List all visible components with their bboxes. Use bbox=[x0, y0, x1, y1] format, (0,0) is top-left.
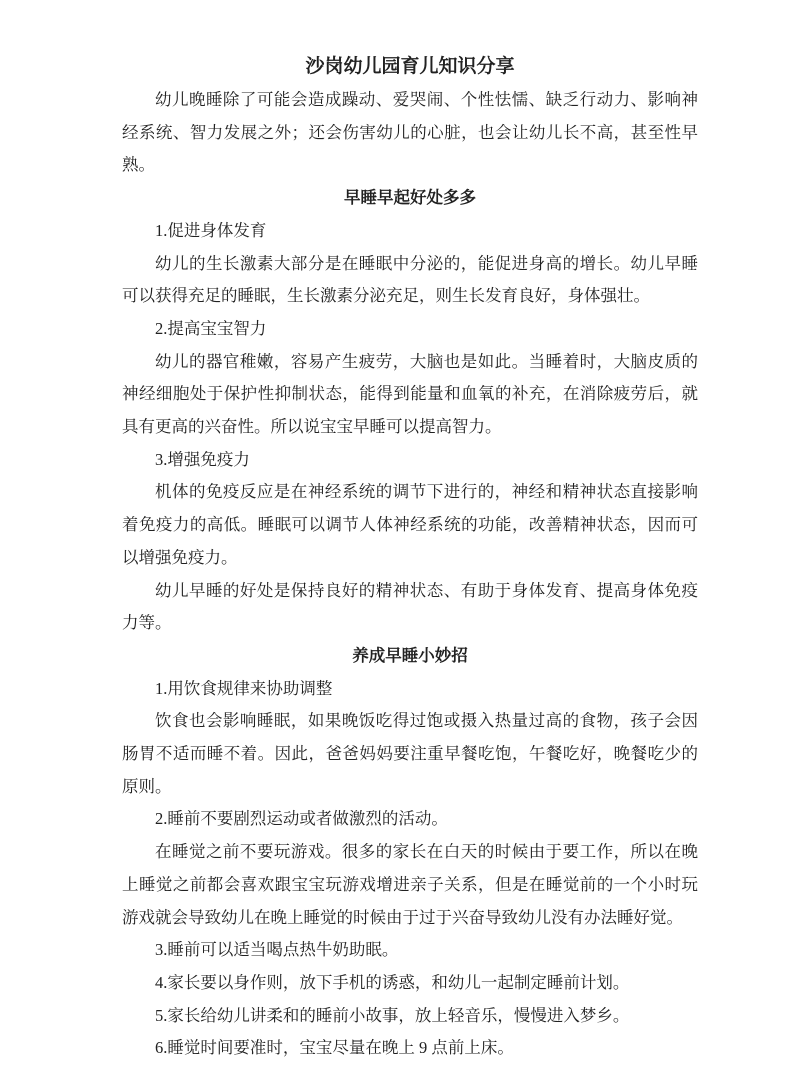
benefit-item-1: 1.促进身体发育 bbox=[155, 220, 267, 240]
benefit-item-2: 2.提高宝宝智力 bbox=[155, 318, 267, 338]
tip-paragraph-diet: 饮食也会影响睡眠，如果晚饭吃得过饱或摄入热量过高的食物，孩子会因肠胃不适而睡不着。因此，爸爸妈妈要注重早餐吃饱，午餐吃好，晚餐吃少的原则。 bbox=[122, 711, 698, 796]
tip-item-6: 6.睡觉时间要准时，宝宝尽量在晚上 9 点前上床。 bbox=[155, 1038, 514, 1058]
section-heading-benefits: 早睡早起好处多多 bbox=[344, 188, 476, 208]
tip-item-1: 1.用饮食规律来协助调整 bbox=[155, 678, 333, 698]
section-heading-tips: 养成早睡小妙招 bbox=[352, 645, 468, 665]
intro-paragraph: 幼儿晚睡除了可能会造成躁动、爱哭闹、个性怯懦、缺乏行动力、影响神经系统、智力发展之外；还会伤害幼儿的心脏，也会让幼儿长不高，甚至性早熟。 bbox=[122, 90, 698, 175]
benefit-paragraph-intelligence: 幼儿的器官稚嫩，容易产生疲劳，大脑也是如此。当睡着时，大脑皮质的神经细胞处于保护性抑制状态，能得到能量和血氧的补充，在消除疲劳后，就具有更高的兴奋性。所以说宝宝早睡可以提高智力。 bbox=[122, 351, 698, 437]
benefit-paragraph-immunity: 机体的免疫反应是在神经系统的调节下进行的，神经和精神状态直接影响着免疫力的高低。睡眠可以调节人体神经系统的功能，改善精神状态，因而可以增强免疫力。 bbox=[122, 482, 698, 567]
tip-item-4: 4.家长要以身作则，放下手机的诱惑，和幼儿一起制定睡前计划。 bbox=[155, 972, 630, 992]
tip-item-5: 5.家长给幼儿讲柔和的睡前小故事，放上轻音乐，慢慢进入梦乡。 bbox=[155, 1005, 630, 1025]
benefit-item-3: 3.增强免疫力 bbox=[155, 449, 250, 469]
tip-item-2: 2.睡前不要剧烈运动或者做激烈的活动。 bbox=[155, 809, 448, 829]
tip-paragraph-games: 在睡觉之前不要玩游戏。很多的家长在白天的时候由于要工作，所以在晚上睡觉之前都会喜欢跟宝宝玩游戏增进亲子关系，但是在睡觉前的一个小时玩游戏就会导致幼儿在晚上睡觉的时候由于过于兴奋导致幼儿没有办法睡好觉。 bbox=[122, 842, 698, 927]
tip-item-3: 3.睡前可以适当喝点热牛奶助眠。 bbox=[155, 940, 399, 960]
benefit-paragraph-growth: 幼儿的生长激素大部分是在睡眠中分泌的，能促进身高的增长。幼儿早睡可以获得充足的睡眠，生长激素分泌充足，则生长发育良好，身体强壮。 bbox=[122, 253, 698, 306]
benefits-summary-paragraph: 幼儿早睡的好处是保持良好的精神状态、有助于身体发育、提高身体免疫力等。 bbox=[122, 580, 698, 633]
document-title: 沙岗幼儿园育儿知识分享 bbox=[305, 56, 515, 77]
